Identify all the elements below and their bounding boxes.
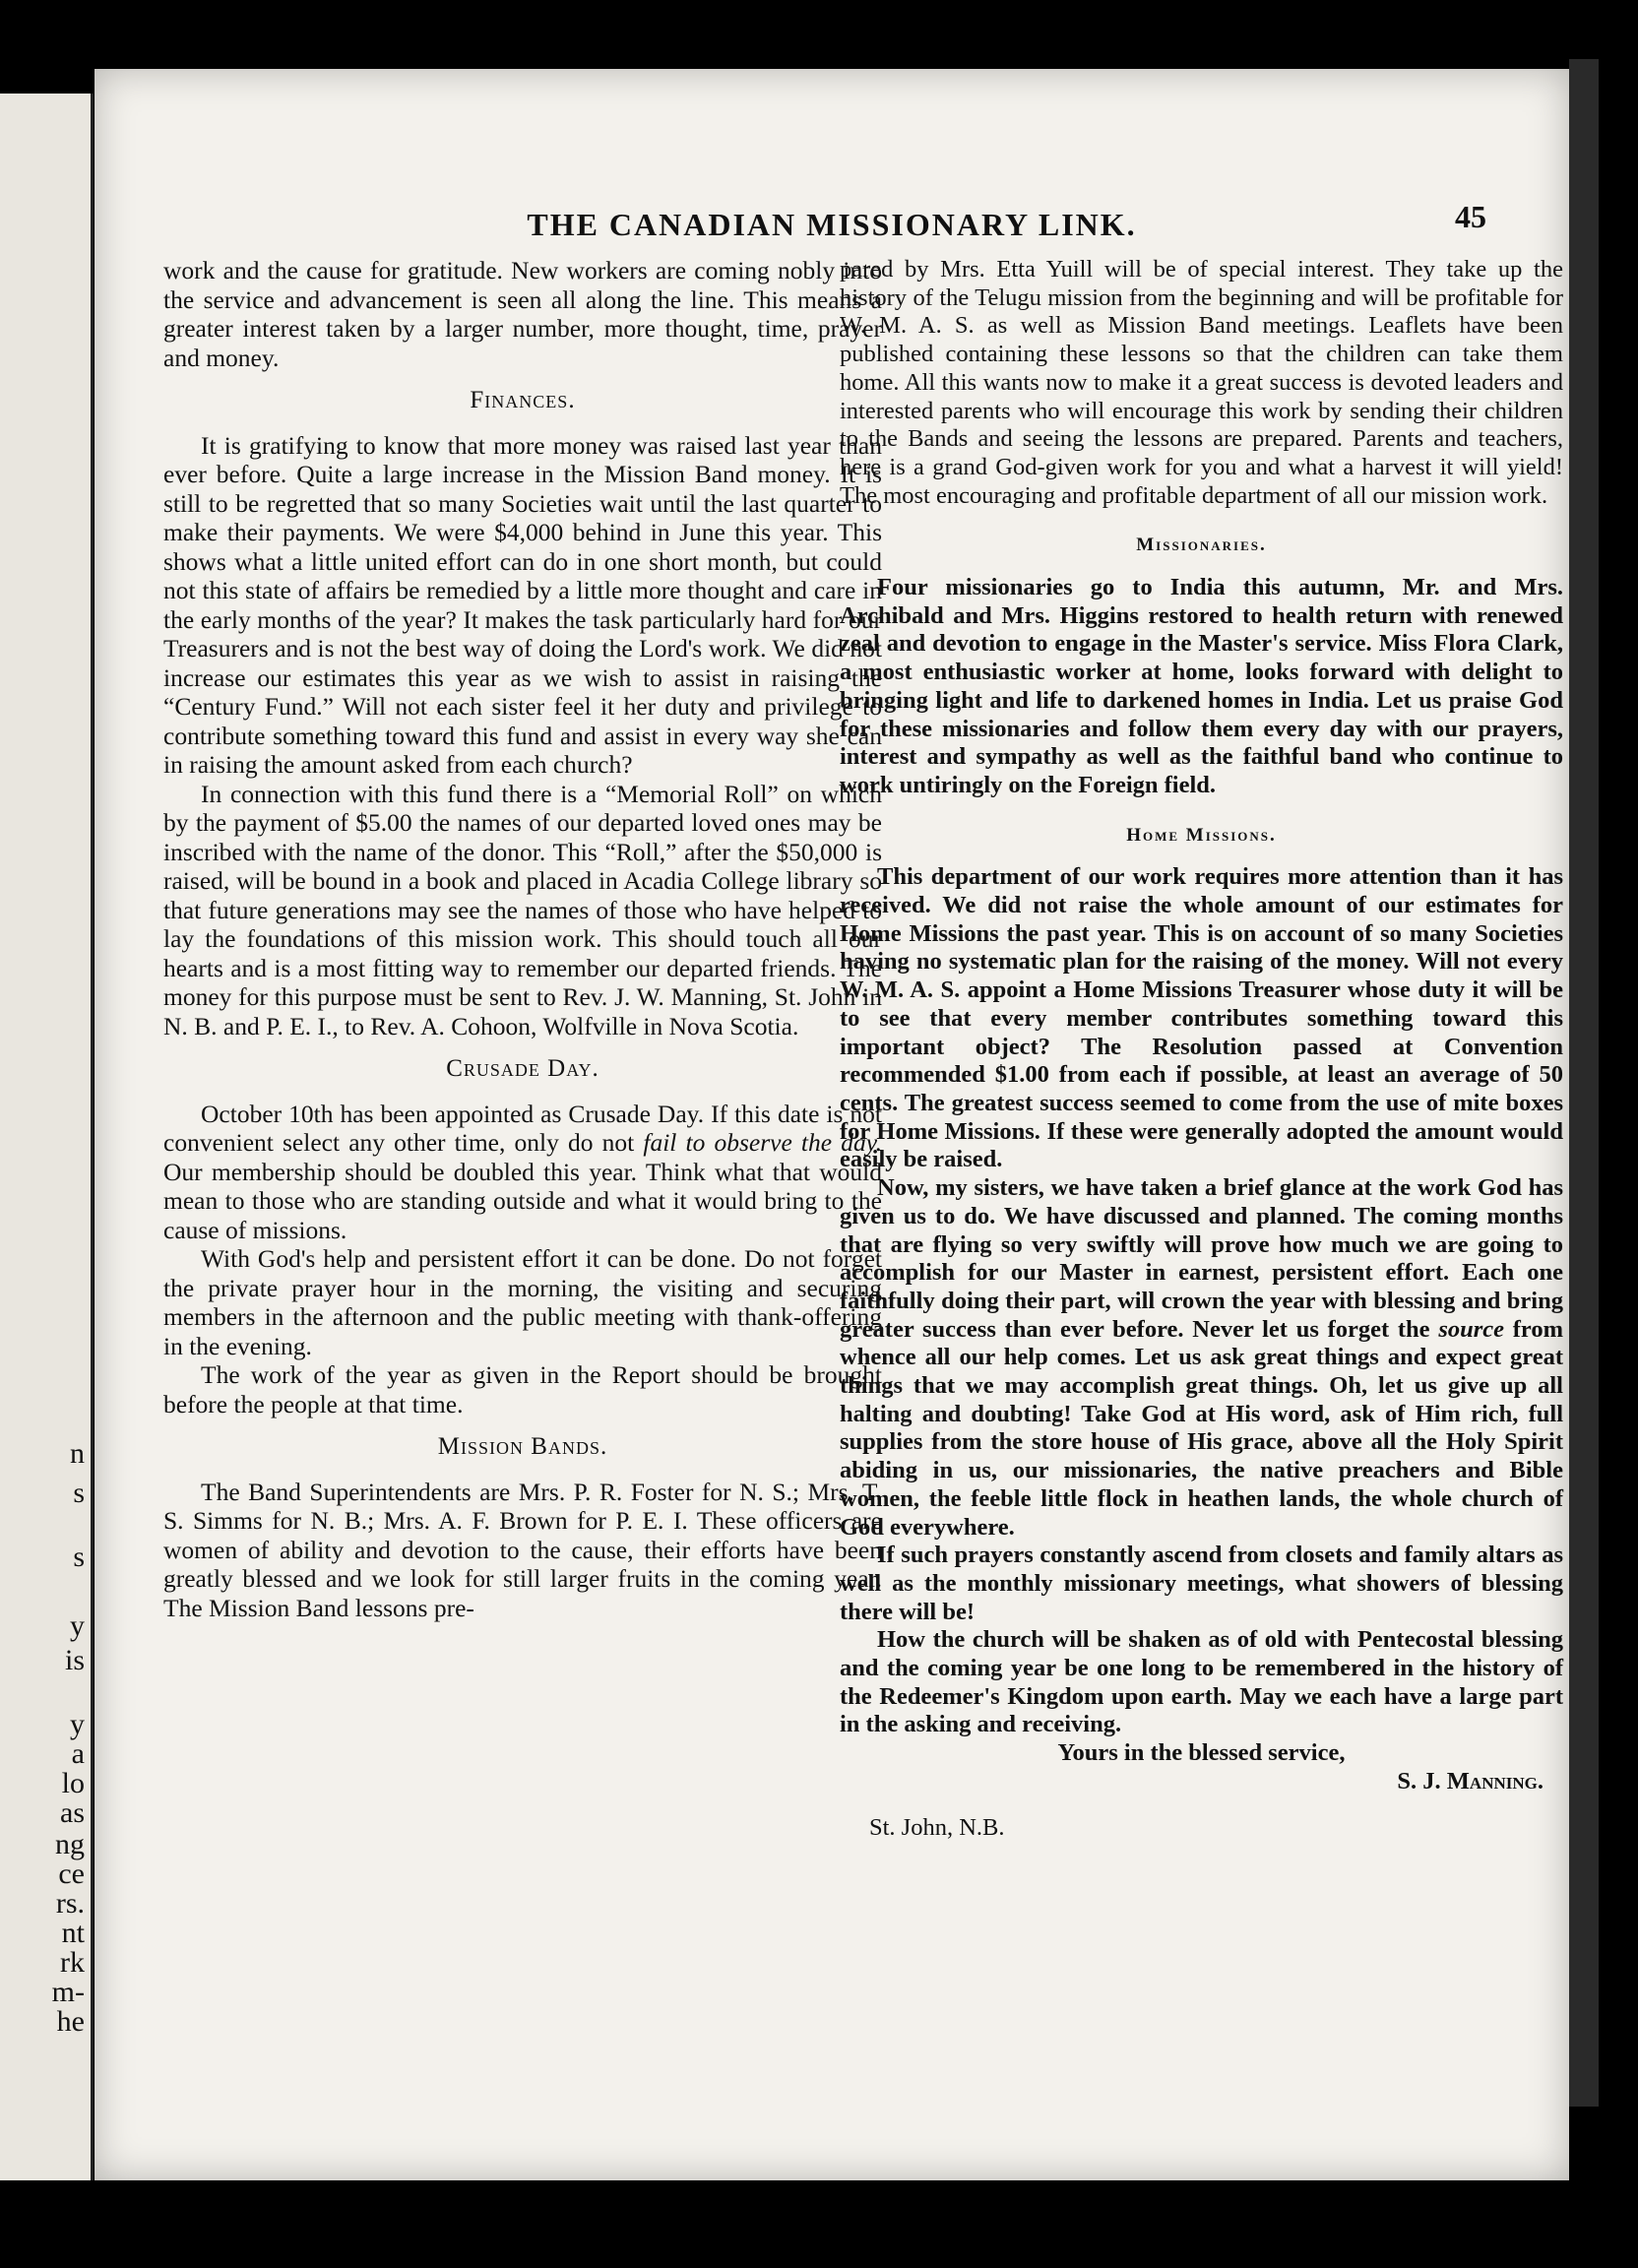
left-column [163, 256, 882, 1622]
margin-fragment: y [70, 1609, 85, 1642]
margin-fragment: rs. [55, 1887, 85, 1920]
signature: S. J. Manning. [1397, 1767, 1544, 1795]
section-heading-crusade-day: Crusade Day. [446, 1055, 599, 1082]
text-run: Our membership should be doubled this year. Think what that would mean to those who are standing outside and what it would bring to the cause of missions. [163, 1157, 882, 1244]
text-run: October 10th has been appointed as Crusade Day. If this date is not convenient select any other time, only do not [163, 1099, 882, 1157]
right-column [840, 256, 1563, 1842]
text-run: from whence all our help comes. Let us ask great things and expect great things that we may accomplish great things. Oh, let us give up all halting and doubting! Take God at His word, ask of Him rich, full supplies from the store house of His grace, above all the Holy Spirit abiding in us, our missionaries, the native preachers and Bible women, the feeble little flock in heathen lands, the whole church of God everywhere. [840, 1315, 1564, 1541]
paragraph: Four missionaries go to India this autumn, Mr. and Mrs. Archibald and Mrs. Higgins restored to health return with renewed zeal and devotion to engage in the Master's service. Miss Flora Clark, a most enthusiastic worker at home, looks forward with delight to bringing light and life to darkened homes in India. Let us praise God for these missionaries and follow them every day with our prayers, interest and sympathy as well as the faithful band who continue to work untiringly on the Foreign field. [840, 574, 1563, 798]
paragraph: In connection with this fund there is a “Memorial Roll” on which by the payment of $5.00 the names of our departed loved ones may be inscribed with the name of the donor. This “Roll,” after the $50,000 is raised, will be bound in a book and placed in Acadia College library so that future generations may see the names of those who have helped to lay the foundations of this mission work. This should touch all our hearts and is a most fitting way to remember our departed friends. The money for this purpose must be sent to Rev. J. W. Manning, St. John in N. B. and P. E. I., to Rev. A. Cohoon, Wolfville in Nova Scotia. [163, 779, 882, 1040]
margin-fragment: he [56, 2005, 85, 2038]
paragraph: If such prayers constantly ascend from closets and family altars as well as the monthly missionary meetings, what showers of blessing there will be! [840, 1542, 1563, 1625]
emphasis: source [1438, 1315, 1505, 1343]
magazine-page [94, 69, 1569, 2180]
margin-fragment: ce [58, 1858, 85, 1890]
margin-fragment: a [71, 1737, 85, 1770]
margin-fragment: m- [51, 1976, 85, 2008]
margin-fragment: s [73, 1541, 85, 1573]
paragraph: The Band Superintendents are Mrs. P. R. Foster for N. S.; Mrs. T. S. Simms for N. B.; Mrs. A. F. Brown for P. E. I. These officers are women of ability and devotion to the cause, their efforts have been greatly blessed and we look for still larger fruits in the coming year. The Mission Band lessons pre- [163, 1477, 882, 1622]
paragraph: The work of the year as given in the Report should be brought before the people at that time. [163, 1360, 882, 1418]
margin-fragment: lo [61, 1767, 85, 1799]
section-heading-finances: Finances. [470, 387, 576, 413]
margin-fragment: as [60, 1796, 85, 1829]
section-heading-mission-bands: Mission Bands. [437, 1433, 608, 1460]
margin-fragment: n [70, 1437, 85, 1470]
running-header: THE CANADIAN MISSIONARY LINK. [527, 207, 1137, 242]
place-line: St. John, N.B. [869, 1813, 1005, 1841]
margin-fragment: y [70, 1708, 85, 1740]
paragraph: How the church will be shaken as of old with Pentecostal blessing and the coming year be one long to be remembered in the history of the Redeemer's Kingdom upon earth. May we each have a large part in the asking and receiving. [840, 1626, 1563, 1738]
paragraph [163, 1100, 882, 1245]
margin-fragment: is [64, 1644, 85, 1676]
paragraph: work and the cause for gratitude. New workers are coming nobly into the service and advancement is seen all along the line. This means a greater interest taken by a larger number, more thought, time, prayer and money. [163, 256, 882, 372]
page-number: 45 [1455, 199, 1486, 234]
paragraph: It is gratifying to know that more money was raised last year than ever before. Quite a large increase in the Mission Band money. It is still to be regretted that so many Societies wait until the last quarter to make their payments. We were $4,000 behind in June this year. This shows what a little united effort can do in one short month, but could not this state of affairs be remedied by a little more thought and care in the early months of the year? It makes the task particularly hard for our Treasurers and is not the best way of doing the Lord's work. We did not increase our estimates this year as we wish to assist in raising the “Century Fund.” Will not each sister feel it her duty and privilege to contribute something toward this fund and assist in every way she can in raising the amount asked from each church? [163, 430, 882, 779]
closing-line: Yours in the blessed service, [1057, 1739, 1346, 1767]
paragraph: With God's help and persistent effort it can be done. Do not forget the private prayer hour in the morning, the visiting and securing members in the afternoon and the public meeting with thank-offering in the evening. [163, 1244, 882, 1360]
facing-page-sliver [0, 94, 94, 2180]
emphasis: fail to observe the day. [643, 1128, 882, 1157]
book-edge [1569, 59, 1599, 2107]
margin-fragment: ng [55, 1828, 85, 1860]
paragraph: pared by Mrs. Etta Yuill will be of special interest. They take up the history of the Telugu mission from the beginning and will be profitable for W. M. A. S. as well as Mission Band meetings. Leaflets have been published containing these lessons so that the children can take them home. All this wants now to make it a great success is devoted leaders and interested parents who will encourage this work by sending their children to the Bands and seeing the lessons are prepared. Parents and teachers, here is a grand God-given work for you and what a harvest it will yield! The most encouraging and profitable department of all our mission work. [840, 256, 1563, 509]
paragraph: This department of our work requires more attention than it has received. We did not raise the whole amount of our estimates for Home Missions the past year. This is on account of so many Societies having no systematic plan for the raising of the money. Will not every W. M. A. S. appoint a Home Missions Treasurer whose duty it will be to see that every member contributes something toward this important object? The Resolution passed at Convention recommended $1.00 from each if possible, at least an average of 50 cents. The greatest success seemed to come from the use of mite boxes for Home Missions. If these were generally adopted the amount would easily be raised. [840, 863, 1563, 1173]
margin-fragment: s [73, 1477, 85, 1509]
margin-fragment: nt [61, 1917, 85, 1949]
paragraph [840, 1174, 1563, 1542]
margin-fragment: rk [60, 1946, 85, 1979]
section-heading-missionaries: Missionaries. [1136, 535, 1267, 556]
section-heading-home-missions: Home Missions. [1126, 824, 1277, 846]
text-run: Now, my sisters, we have taken a brief glance at the work God has given us to do. We have discussed and planned. The coming months that are flying so very swiftly will prove how much we are going to accomplish for our Master in earnest, persistent effort. Each one faithfully doing their part, will crown the year with blessing and bring greater success than ever before. Never let us forget the [840, 1174, 1563, 1343]
